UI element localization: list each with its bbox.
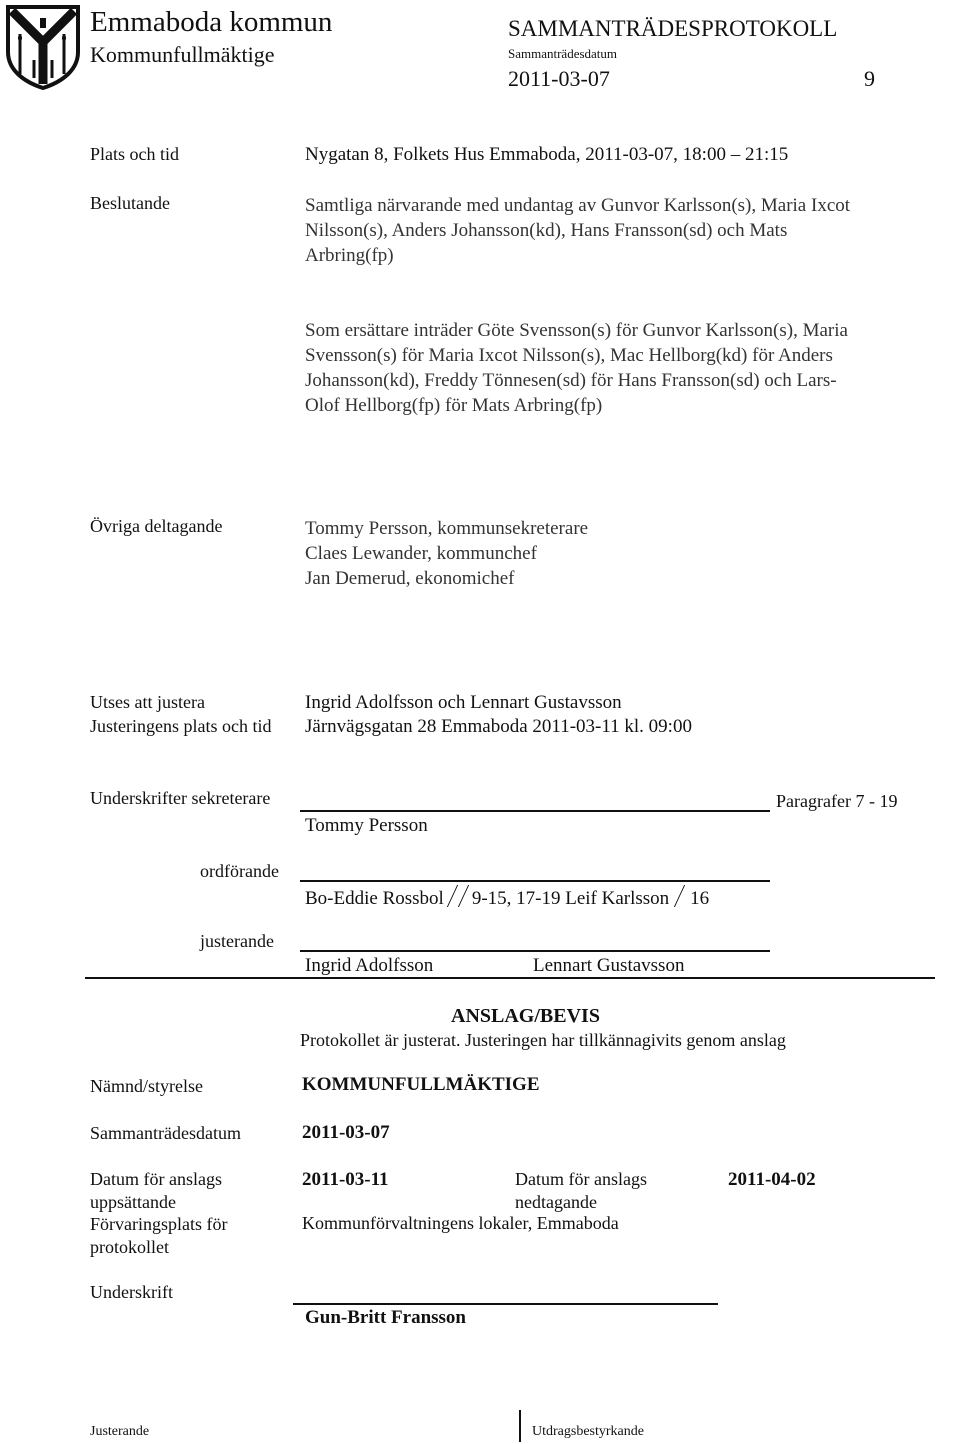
board-label: Nämnd/styrelse xyxy=(90,1076,203,1096)
adjuster2-name: Lennart Gustavsson xyxy=(533,955,685,976)
posted-label-line: uppsättande xyxy=(90,1192,176,1212)
double-section-sign-icon xyxy=(447,885,469,907)
others-line: Claes Lewander, kommunchef xyxy=(305,543,537,564)
section-sign-icon xyxy=(674,885,685,907)
notice-signature-line xyxy=(293,1303,718,1305)
others-label: Övriga deltagande xyxy=(90,516,223,536)
posted-label-line: Datum för anslags xyxy=(90,1169,222,1189)
removed-value: 2011-04-02 xyxy=(728,1169,816,1190)
chair-paragraphs: 9-15, 17-19 xyxy=(471,888,561,909)
secretary-name: Tommy Persson xyxy=(305,815,428,836)
others-line: Jan Demerud, ekonomichef xyxy=(305,568,515,589)
storage-label-line: Förvaringsplats för xyxy=(90,1214,228,1234)
storage-label-line: protokollet xyxy=(90,1237,169,1257)
posted-label xyxy=(90,1168,222,1214)
substitutes-line: Som ersättare inträder Göte Svensson(s) för Gunvor Karlsson(s), Maria xyxy=(305,320,848,341)
secretary-signature-line xyxy=(300,810,770,812)
notice-subtitle: Protokollet är justerat. Justeringen har tillkännagivits genom anslag xyxy=(300,1030,786,1050)
adjust-value: Ingrid Adolfsson och Lennart Gustavsson xyxy=(305,692,622,713)
substitutes-text xyxy=(305,318,848,418)
signatures-label: Underskrifter sekreterare xyxy=(90,788,271,808)
notice-meeting-date-label: Sammanträdesdatum xyxy=(90,1123,241,1143)
page-number: 9 xyxy=(864,66,875,91)
paragraphs-label xyxy=(776,791,897,812)
chair-name: Bo-Eddie Rossbol xyxy=(305,888,444,909)
removed-label xyxy=(515,1168,647,1214)
deciding-line: Arbring(fp) xyxy=(305,245,394,266)
removed-label-line: Datum för anslags xyxy=(515,1169,647,1189)
municipality-logo xyxy=(4,4,82,90)
chair-names xyxy=(305,885,709,910)
place-value: Nygatan 8, Folkets Hus Emmaboda, 2011-03-07, 18:00 – 21:15 xyxy=(305,144,789,165)
meeting-date-label: Sammanträdesdatum xyxy=(508,46,618,61)
chair-signature-line xyxy=(300,880,770,882)
paragraphs-label-text: Paragrafer xyxy=(776,791,851,811)
notice-signature-name: Gun-Britt Fransson xyxy=(305,1307,466,1328)
document-type: SAMMANTRÄDESPROTOKOLL xyxy=(508,16,838,41)
storage-value: Kommunförvaltningens lokaler, Emmaboda xyxy=(302,1213,619,1233)
signature-label: Underskrift xyxy=(90,1282,173,1302)
removed-label-line: nedtagande xyxy=(515,1192,597,1212)
adjust-label: Utses att justera xyxy=(90,692,205,712)
footer-extract-label: Utdragsbestyrkande xyxy=(532,1424,644,1439)
adjust-place-value: Järnvägsgatan 28 Emmaboda 2011-03-11 kl. 09:00 xyxy=(305,716,692,737)
org-unit: Kommunfullmäktige xyxy=(90,42,275,67)
chair2-name: Leif Karlsson xyxy=(565,888,670,909)
others-line: Tommy Persson, kommunsekreterare xyxy=(305,518,589,539)
storage-label xyxy=(90,1213,227,1259)
chair2-paragraph: 16 xyxy=(690,888,710,909)
board-value: KOMMUNFULLMÄKTIGE xyxy=(302,1074,540,1095)
deciding-label: Beslutande xyxy=(90,193,170,213)
meeting-date: 2011-03-07 xyxy=(508,66,610,91)
place-label: Plats och tid xyxy=(90,144,179,164)
notice-title: ANSLAG/BEVIS xyxy=(451,1005,600,1027)
paragraphs-value: 7 - 19 xyxy=(855,791,898,811)
substitutes-line: Svensson(s) för Maria Ixcot Nilsson(s), Mac Hellborg(kd) för Anders xyxy=(305,345,833,366)
others-text xyxy=(305,516,588,591)
adjuster-label: justerande xyxy=(200,931,274,951)
footer-divider xyxy=(519,1410,521,1442)
posted-value: 2011-03-11 xyxy=(302,1169,389,1190)
adjuster1-name: Ingrid Adolfsson xyxy=(305,955,434,976)
footer-adjusting-label: Justerande xyxy=(90,1424,150,1439)
adjuster-signature-line xyxy=(300,950,770,952)
substitutes-line: Johansson(kd), Freddy Tönnesen(sd) för Hans Fransson(sd) och Lars- xyxy=(305,370,837,391)
chair-label: ordförande xyxy=(200,861,279,881)
org-name: Emmaboda kommun xyxy=(90,6,333,38)
deciding-text xyxy=(305,193,850,268)
substitutes-line: Olof Hellborg(fp) för Mats Arbring(fp) xyxy=(305,395,603,416)
deciding-line: Samtliga närvarande med undantag av Gunvor Karlsson(s), Maria Ixcot xyxy=(305,195,851,216)
deciding-line: Nilsson(s), Anders Johansson(kd), Hans Fransson(sd) och Mats xyxy=(305,220,788,241)
adjust-place-label: Justeringens plats och tid xyxy=(90,716,272,736)
section-divider xyxy=(85,977,935,979)
notice-meeting-date-value: 2011-03-07 xyxy=(302,1122,390,1143)
